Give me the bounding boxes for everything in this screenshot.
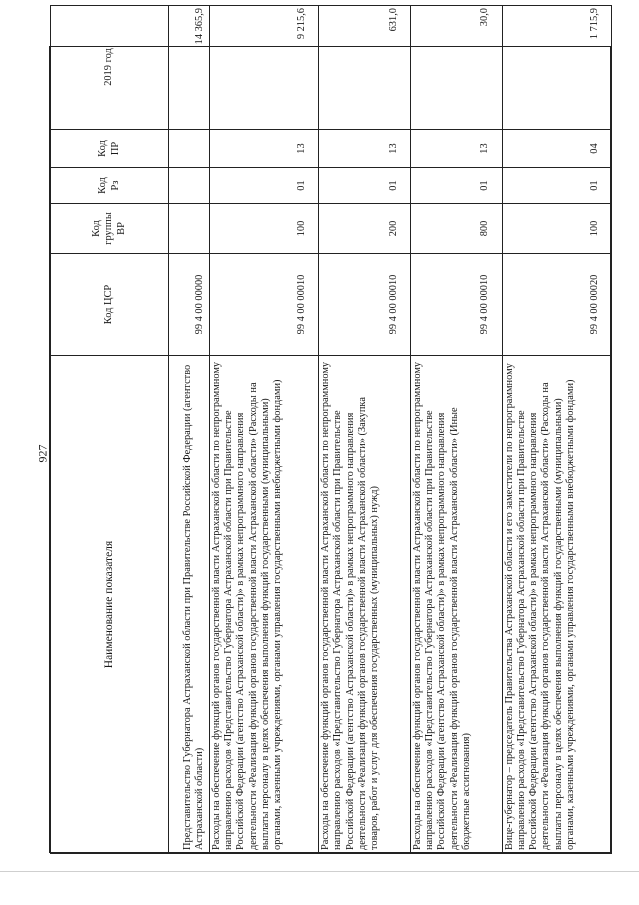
scan-edge-line (0, 871, 639, 872)
table-header-row (51, 6, 169, 854)
row-pr: 13 (319, 130, 411, 168)
row-vr: 800 (410, 204, 502, 254)
row-csr: 99 4 00 00000 (169, 254, 210, 356)
row-pr: 13 (209, 130, 318, 168)
header-pr: Код ПР (51, 130, 169, 168)
row-pr: 04 (502, 130, 611, 168)
row-pr: 13 (410, 130, 502, 168)
row-rz: 01 (410, 168, 502, 204)
row-csr: 99 4 00 00020 (502, 254, 611, 356)
table-row (209, 6, 318, 854)
budget-table (50, 5, 612, 854)
row-value: 30,0 (410, 6, 502, 130)
row-vr: 100 (502, 204, 611, 254)
row-value: 1 715,9 (502, 6, 611, 130)
header-csr: Код ЦСР (51, 254, 169, 356)
rotated-table-container (50, 8, 612, 854)
row-name: Представительство Губернатора Астраханской области при Правительстве Российской Федерации (агентство Астраханской области) (169, 356, 210, 854)
page-number: 927 (35, 444, 50, 463)
row-csr: 99 4 00 00010 (410, 254, 502, 356)
header-name: Наименование показателя (51, 356, 169, 854)
table-row (410, 6, 502, 854)
row-name: Расходы на обеспечение функций органов государственной власти Астраханской области по непрограммному направлению расходов «Представительство Губернатора Астраханской области при Правительстве Российской Федерации (агентство Астраханской области)» в рамках непрограммного направления деятельности «Реализация функций органов государственной власти Астраханской области» (Закупка товаров, работ и услуг для обеспечения государственных (муниципальных) нужд) (319, 356, 411, 854)
row-name: Расходы на обеспечение функций органов государственной власти Астраханской области по непрограммному направлению расходов «Представительство Губернатора Астраханской области при Правительстве Российской Федерации (агентство Астраханской области)» в рамках непрограммного направления деятельности «Реализация функций органов государственной власти Астраханской области» (Расходы на выплаты персоналу в целях обеспечения выполнения функций государственными (муниципальными) органами, казенными учреждениями, органами управления государственными внебюджетными фондами) (209, 356, 318, 854)
header-rz: Код Рз (51, 168, 169, 204)
row-rz: 01 (319, 168, 411, 204)
row-value: 14 365,9 (169, 6, 210, 130)
row-name: Вице-губернатор – председатель Правительства Астраханской области и его заместители по непрограммному направлению расходов «Представительство Губернатора Астраханской области при Правительстве Российской Федерации (агентство Астраханской области)» в рамках непрограммного направления деятельности «Реализация функций органов государственной власти Астраханской области» (Расходы на выплаты персоналу в целях обеспечения выполнения функций государственными (муниципальными) органами, казенными учреждениями, органами управления государственными внебюджетными фондами) (502, 356, 611, 854)
row-value: 631,0 (319, 6, 411, 130)
row-csr: 99 4 00 00010 (209, 254, 318, 356)
row-value: 9 215,6 (209, 6, 318, 130)
row-rz: 01 (209, 168, 318, 204)
table-row (502, 6, 611, 854)
row-rz: 01 (502, 168, 611, 204)
header-year: 2019 год (51, 6, 169, 130)
table-row (319, 6, 411, 854)
row-pr (169, 130, 210, 168)
row-vr (169, 204, 210, 254)
header-vr: Код группы ВР (51, 204, 169, 254)
row-vr: 100 (209, 204, 318, 254)
row-rz (169, 168, 210, 204)
row-csr: 99 4 00 00010 (319, 254, 411, 356)
budget-table-frame (49, 8, 611, 853)
row-vr: 200 (319, 204, 411, 254)
table-row (169, 6, 210, 854)
row-name: Расходы на обеспечение функций органов государственной власти Астраханской области по непрограммному направлению расходов «Представительство Губернатора Астраханской области при Правительстве Российской Федерации (агентство Астраханской области)» в рамках непрограммного направления деятельности «Реализация функций органов государственной власти Астраханской области» (Иные бюджетные ассигнования) (410, 356, 502, 854)
